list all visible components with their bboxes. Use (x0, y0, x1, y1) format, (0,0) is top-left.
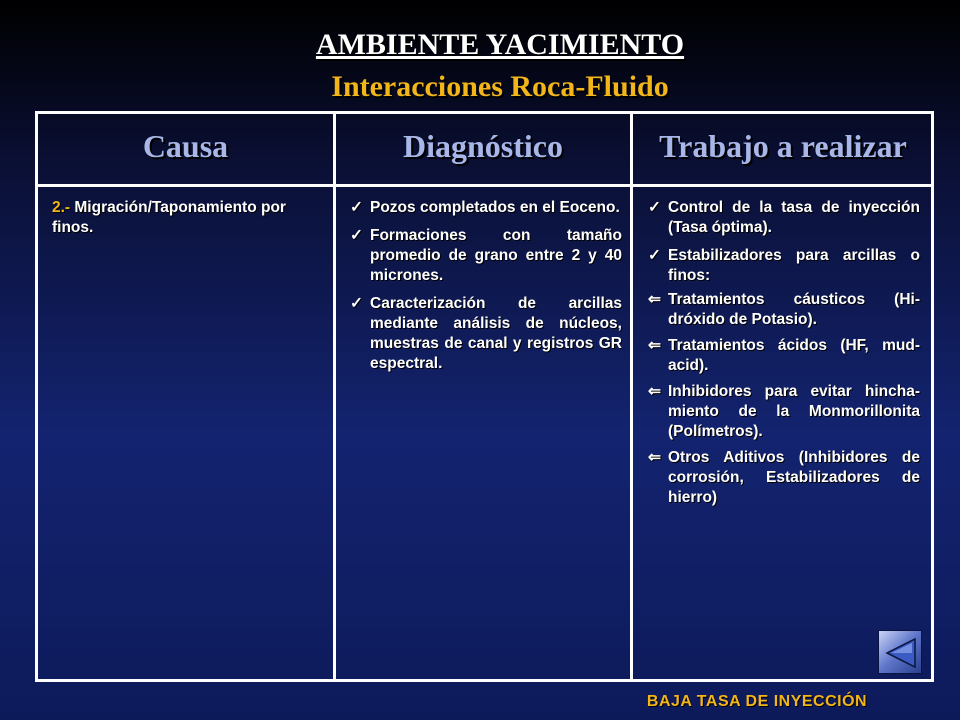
list-item: ✓ Pozos completados en el Eoceno. (350, 199, 620, 216)
arrow-left-icon: ⇐ (648, 291, 661, 308)
arrow-left-icon: ⇐ (648, 337, 661, 354)
arrow-left-icon: ⇐ (648, 383, 661, 400)
cause-number: 2.- (52, 199, 71, 216)
list-item: ✓ Estabilizadores para arcillas o finos: (648, 247, 920, 284)
column-header-cause: Causa (142, 128, 229, 164)
list-item: ⇐ Inhibidores para evitar hincha-miento de la Monmorillonita (Polímetros). (648, 383, 920, 440)
work-cell (648, 198, 920, 514)
column-header-diagnosis: Diagnóstico (403, 128, 563, 164)
list-item: ⇐ Tratamientos cáusticos (Hi-dróxido de Potasio). (648, 291, 920, 328)
check-icon: ✓ (350, 227, 363, 244)
check-icon: ✓ (648, 199, 661, 216)
footer-label: BAJA TASA DE INYECCIÓN (646, 693, 868, 710)
back-button[interactable] (878, 630, 922, 674)
cause-cell (52, 198, 322, 238)
slide-subtitle: Interacciones Roca-Fluido (331, 70, 669, 103)
arrow-left-icon: ⇐ (648, 449, 661, 466)
column-divider (630, 114, 633, 679)
check-icon: ✓ (350, 295, 363, 312)
list-item: ⇐ Otros Aditivos (Inhibidores de corrosión, Estabilizadores de hierro) (648, 449, 920, 506)
content-table (35, 111, 934, 682)
slide-title: AMBIENTE YACIMIENTO (315, 28, 685, 61)
list-item: ⇐ Tratamientos ácidos (HF, mud-acid). (648, 337, 920, 374)
cause-text: Migración/Taponamiento por finos. (52, 199, 286, 236)
list-item: ✓ Formaciones con tamaño promedio de grano entre 2 y 40 micrones. (350, 227, 622, 284)
check-icon: ✓ (350, 199, 363, 216)
header-divider (38, 184, 931, 187)
list-item: ✓ Control de la tasa de inyección (Tasa óptima). (648, 199, 920, 236)
check-icon: ✓ (648, 247, 661, 264)
list-item: ✓ Caracterización de arcillas mediante análisis de núcleos, muestras de canal y registros GR espectral. (350, 295, 622, 372)
diagnosis-cell (350, 198, 622, 382)
column-divider (333, 114, 336, 679)
back-triangle-icon (879, 631, 923, 675)
column-header-work: Trabajo a realizar (659, 128, 907, 164)
